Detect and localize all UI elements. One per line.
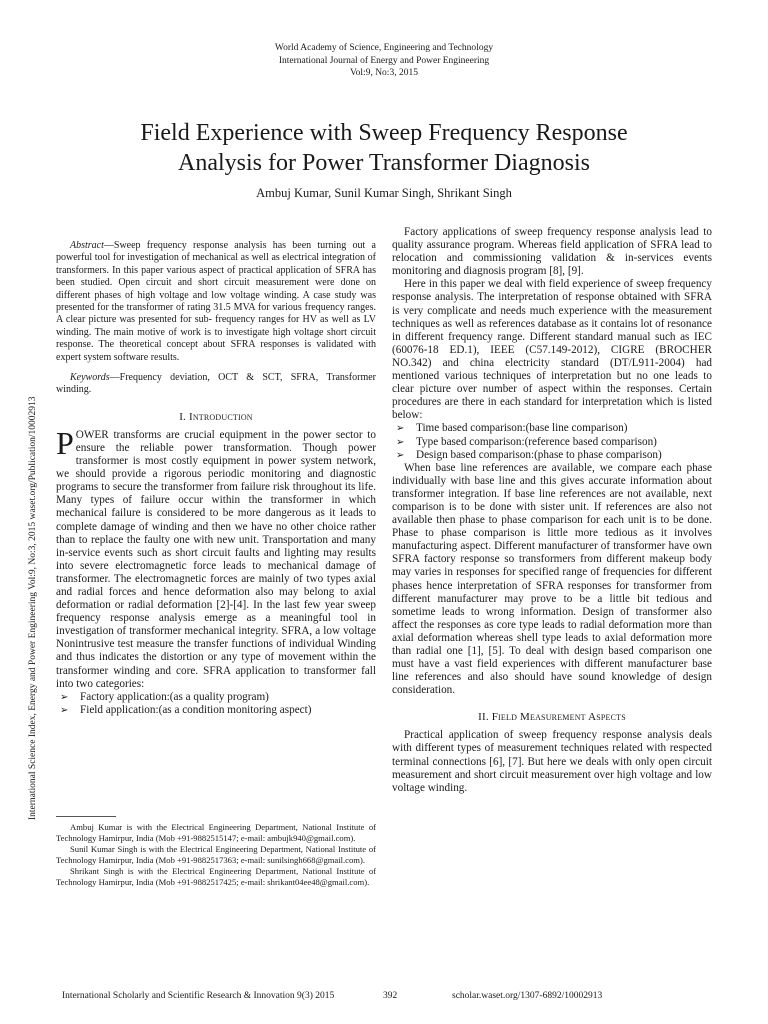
paragraph: Factory applications of sweep frequency response analysis lead to quality assurance program. Whereas field application of SFRA lead to relocation and commissioning validation & in-services events monitoring and diagnosis program [8], [9]. xyxy=(392,226,712,278)
bullet-arrow-icon: ➢ xyxy=(396,436,405,448)
title-line-2: Analysis for Power Transformer Diagnosis xyxy=(178,150,590,176)
footnotes xyxy=(56,822,376,888)
header-line-2: International Journal of Energy and Power Engineering xyxy=(278,55,490,66)
bullet-arrow-icon: ➢ xyxy=(396,423,405,435)
authors: Ambuj Kumar, Sunil Kumar Singh, Shrikant Singh xyxy=(256,186,512,200)
footer-url[interactable]: scholar.waset.org/1307-6892/10002913 xyxy=(452,991,603,1001)
title-line-1: Field Experience with Sweep Frequency Response xyxy=(140,120,628,146)
list-item-text: Field application:(as a condition monitoring aspect) xyxy=(80,703,312,716)
application-list xyxy=(56,691,376,717)
section-1-heading: I. Introduction xyxy=(179,410,253,423)
left-column xyxy=(56,240,376,717)
list-item xyxy=(60,704,376,717)
bullet-arrow-icon: ➢ xyxy=(396,449,405,461)
abstract-label: Abstract xyxy=(70,240,104,251)
header-line-3: Vol:9, No:3, 2015 xyxy=(350,68,418,78)
list-item-text: Factory application:(as a quality program) xyxy=(80,690,269,703)
footnote: Sunil Kumar Singh is with the Electrical Engineering Department, National Institute of Technology Hamirpur, India (Mob +91-9882517363; e-mail: sunilsingh668@gmail.com). xyxy=(56,844,376,865)
bullet-arrow-icon: ➢ xyxy=(60,691,69,703)
list-item xyxy=(60,691,376,704)
paragraph: Here in this paper we deal with field experience of sweep frequency response analysis. The interpretation of response obtained with SFRA is very complicate and needs much experience with the measurement techniques as well as references database as it contains lot of resonance in different frequency range. Different standard manual such as IEC (60076-18 ED.1), IEEE (C57.149-2012), CIGRE (BROCHER NO.342) and china electricity standard (DT/L911-2004) had mentioned various techniques of interpretation but no one leads to clear picture over number of aspect within the responses. Certain procedures are there in each standard for interpretation which is listed below: xyxy=(392,278,712,422)
paragraph: When base line references are available, we compare each phase individually with base line and this gives accurate information about transformer integration. If base line references are not available, next comparison is to be done with sister unit. If references are also not available then phase to phase comparison for each unit is to be done. Phase to phase comparison is little more tedious as it involves manufacturing aspect. Different manufacturer of transformer have own SFRA factory response so transformers from different makeup body may varies in responses for specified range of frequencies for different phases hence interpretation of SFRA responses for transformer from different manufacturer may prove to be a little bit tedious and sometime leads to wrong information. Design of transformer also affect the responses as core type leads to radial deformation more than axial deformation whereas shell type leads to axial deformation more than radial one [1], [5]. To deal with design based comparison one must have a vast field experiences with different manufacturer base line references and also should have sound knowledge of design consideration. xyxy=(392,461,712,697)
right-column xyxy=(392,226,712,795)
footer-publisher: International Scholarly and Scientific Research & Innovation 9(3) 2015 xyxy=(62,991,335,1001)
list-item-text: Time based comparison:(base line comparison) xyxy=(416,422,628,435)
drop-cap: P xyxy=(56,424,74,461)
footnote: Ambuj Kumar is with the Electrical Engineering Department, National Institute of Technology Hamirpur, India (Mob +91-9882515147; e-mail: ambujk940@gmail.com). xyxy=(56,822,376,843)
sidebar-citation: International Science Index, Energy and Power Engineering Vol:9, No:3, 2015 waset.org/Publication/10002913 xyxy=(28,396,38,820)
keywords xyxy=(56,372,376,397)
page-number: 392 xyxy=(383,991,398,1001)
footnote-divider xyxy=(56,816,116,817)
list-item xyxy=(396,422,712,435)
journal-header xyxy=(0,42,768,80)
keywords-text: —Frequency deviation, OCT & SCT, SFRA, Transformer winding. xyxy=(56,372,376,396)
paragraph: Practical application of sweep frequency response analysis deals with different types of measurement techniques related with respected terminal connections [6], [7]. But here we deals with only open circuit measurement and short circuit measurement over high voltage and low voltage winding. xyxy=(392,729,712,794)
abstract-text: —Sweep frequency response analysis has been turning out a powerful tool for investigation of mechanical as well as electrical integration of transformers. In this paper various aspect of practical application of SFRA has been studied. Open circuit and short circuit measurement were done on different phases of high voltage and low voltage winding. A case study was presented for the transformer of rating 31.5 MVA for various frequency ranges. A clear picture was presented for sub- frequency ranges for HV as well as LV winding. The main motive of work is to investigate high voltage short circuit response. The theoretical concept about SFRA responses is validated with expert system software results. xyxy=(56,240,376,363)
header-line-1: World Academy of Science, Engineering and Technology xyxy=(274,43,494,53)
section-2-heading: II. Field Measurement Aspects xyxy=(478,711,626,724)
comparison-list xyxy=(392,422,712,461)
footnote: Shrikant Singh is with the Electrical Engineering Department, National Institute of Technology Hamirpur, India (Mob +91-9882517425; e-mail: shrikant04ee48@gmail.com). xyxy=(56,866,376,887)
paper-title xyxy=(40,118,728,178)
keywords-label: Keywords xyxy=(70,372,110,384)
list-item-text: Design based comparison:(phase to phase comparison) xyxy=(416,448,662,461)
list-item xyxy=(396,436,712,449)
bullet-arrow-icon: ➢ xyxy=(60,704,69,716)
intro-paragraph xyxy=(56,424,376,691)
abstract xyxy=(56,240,376,364)
list-item-text: Type based comparison:(reference based comparison) xyxy=(416,435,657,448)
intro-text: OWER transforms are crucial equipment in the power sector to ensure the reliable power transformation. Though power transformer is most costly equipment in power system network, we should provide a rigorous periodic monitoring and diagnostic programs to secure the transformer from failure risk throughout its life. Many types of failure occur within the transformer in which mechanical failure is considered to be more dangerous as it leads to complete damage of winding and then we have no other choice rather than to replace the faulty one with new unit. Transportation and many in-service events such as short circuit faults and lighting may results into severe electromagnetic force leads to mechanical damage of transformer. The electromagnetic forces are mainly of two types axial and radial forces and hence deformation also may belong to axial deformation or radial deformation [2]-[4]. In the last few year sweep frequency response analysis emerge as a meaningful tool in investigation of transformer mechanical integrity. SFRA, a low voltage Nonintrusive test measure the transfer functions of individual Winding and thus indicates the distortion or any type of movement within the transformer winding and core. SFRA application to transformer fall into two categories: xyxy=(56,428,376,690)
list-item xyxy=(396,449,712,462)
